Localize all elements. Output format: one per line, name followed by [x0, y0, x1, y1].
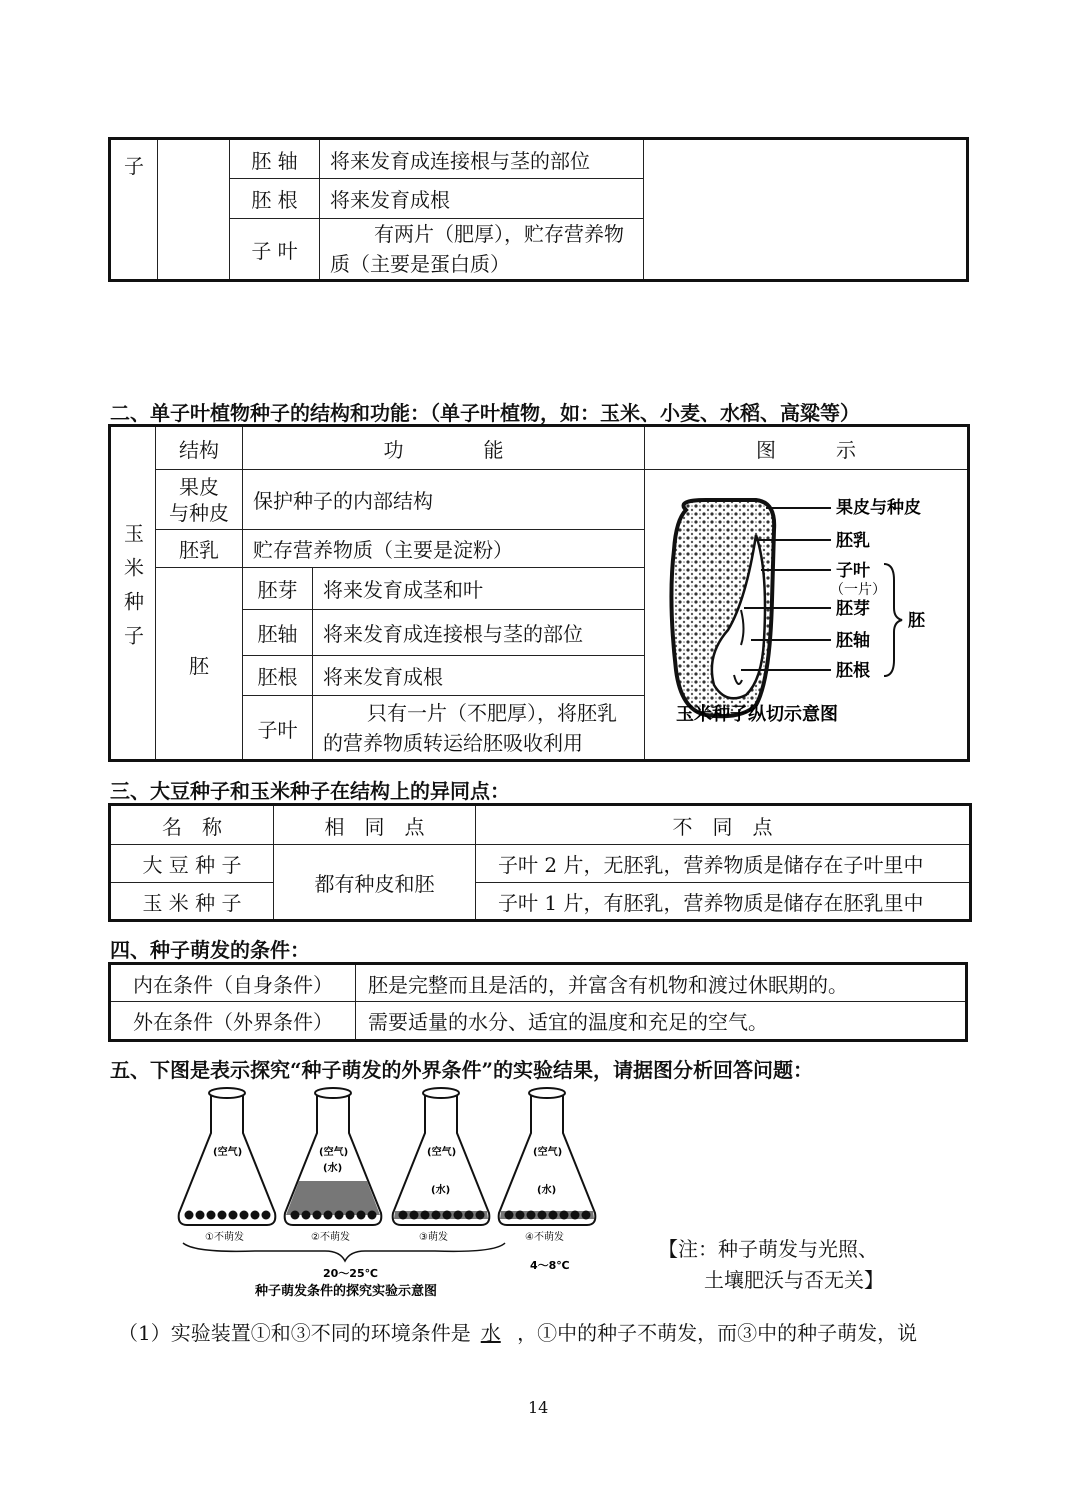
experiment-figure — [175, 1085, 615, 1310]
flask-2 — [285, 1088, 382, 1243]
part-endosperm: 胚乳 — [156, 530, 243, 568]
seed — [313, 1211, 322, 1220]
header-function: 功 能 — [243, 426, 645, 470]
corn-seed-diagram — [646, 480, 966, 750]
flask-caption: ②不萌发 — [311, 1232, 350, 1243]
func-endosperm: 贮存营养物质（主要是淀粉） — [243, 530, 645, 568]
seed-table-continued — [108, 137, 969, 282]
section3-heading: 三、大豆种子和玉米种子在结构上的异同点： — [110, 779, 510, 803]
flask-label-air: (空气) — [533, 1147, 563, 1158]
flask-4 — [499, 1088, 596, 1243]
seed — [346, 1211, 355, 1220]
part-cotyledon: 子叶 — [243, 696, 313, 761]
func-radicle: 将来发育成根 — [313, 656, 645, 696]
flask-label-water: (水) — [431, 1185, 451, 1196]
flask-label-water: (水) — [537, 1185, 557, 1196]
embryo-label: 胚 — [156, 568, 243, 761]
seed — [335, 1211, 344, 1220]
internal-condition-label: 内在条件（自身条件） — [110, 964, 356, 1002]
seed — [410, 1211, 419, 1220]
label-plumule: 胚芽 — [836, 598, 870, 619]
flask-caption: ③萌发 — [419, 1232, 448, 1243]
seed — [432, 1211, 441, 1220]
func-pericarp: 保护种子的内部结构 — [243, 470, 645, 530]
label-one-piece: （一片） — [830, 581, 886, 598]
part-pericarp-2: 与种皮 — [169, 500, 229, 525]
external-condition-text: 需要适量的水分、适宜的温度和充足的空气。 — [356, 1002, 967, 1041]
label-pericarp: 果皮与种皮 — [836, 497, 921, 518]
table0-func-radicle: 将来发育成根 — [320, 179, 644, 219]
seed — [505, 1211, 514, 1220]
table0-part-hypocotyl: 胚 轴 — [230, 139, 320, 179]
cmp-corn: 玉 米 种 子 — [110, 883, 274, 921]
flask-caption: ①不萌发 — [205, 1232, 244, 1243]
part-pericarp-1: 果皮 — [179, 474, 219, 499]
cmp-common: 都有种皮和胚 — [274, 845, 476, 921]
seed — [582, 1211, 591, 1220]
temp-label-2: 4～8℃ — [530, 1259, 570, 1272]
seed — [196, 1211, 205, 1220]
seed — [185, 1211, 194, 1220]
seed — [571, 1211, 580, 1220]
cmp-corn-diff: 子叶 1 片，有胚乳，营养物质是储存在胚乳里中 — [476, 883, 971, 921]
section4-heading: 四、种子萌发的条件： — [110, 938, 310, 962]
seed — [207, 1211, 216, 1220]
table0-func-cotyledon-2: 质（主要是蛋白质） — [330, 252, 510, 276]
flask-1 — [179, 1088, 276, 1243]
cmp-header-diff: 不 同 点 — [476, 805, 971, 845]
func-cotyledon-2: 的营养物质转运给胚吸收利用 — [323, 731, 583, 755]
temp-label-1: 20～25℃ — [323, 1267, 378, 1280]
section5-heading: 五、下图是表示探究“种子萌发的外界条件”的实验结果，请据图分析回答问题： — [110, 1058, 814, 1082]
seed — [262, 1211, 271, 1220]
seed — [357, 1211, 366, 1220]
cmp-soybean: 大 豆 种 子 — [110, 845, 274, 883]
table0-part-cotyledon: 子 叶 — [230, 219, 320, 281]
seed — [324, 1211, 333, 1220]
question-1 — [118, 1317, 917, 1346]
germination-conditions-table — [108, 962, 968, 1042]
seed — [476, 1211, 485, 1220]
table0-side-label: 子 — [110, 139, 158, 281]
note-line-1: 【注：种子萌发与光照、 — [658, 1237, 878, 1261]
seed — [399, 1211, 408, 1220]
seed — [229, 1211, 238, 1220]
embryo-brace — [884, 564, 902, 676]
seed — [527, 1211, 536, 1220]
seed — [218, 1211, 227, 1220]
temp-brace-1 — [183, 1243, 505, 1261]
header-diagram: 图 示 — [645, 426, 969, 470]
seed — [549, 1211, 558, 1220]
table0-func-cotyledon-1: 有两片（肥厚），贮存营养物 — [374, 222, 624, 246]
corn-seed-table — [108, 424, 970, 762]
seed — [516, 1211, 525, 1220]
flask-label-air: (空气) — [319, 1147, 349, 1158]
label-radicle: 胚根 — [836, 660, 870, 681]
seed — [443, 1211, 452, 1220]
external-condition-label: 外在条件（外界条件） — [110, 1002, 356, 1041]
seed — [538, 1211, 547, 1220]
question-1-post: ，①中的种子不萌发，而③中的种子萌发，说 — [517, 1321, 918, 1345]
flask-3 — [393, 1088, 490, 1243]
page-number: 14 — [528, 1398, 549, 1417]
func-hypocotyl: 将来发育成连接根与茎的部位 — [313, 610, 645, 656]
table0-part-radicle: 胚 根 — [230, 179, 320, 219]
flask-label-air: (空气) — [427, 1147, 457, 1158]
part-radicle: 胚根 — [243, 656, 313, 696]
seed — [251, 1211, 260, 1220]
figure-caption: 种子萌发条件的探究实验示意图 — [255, 1284, 438, 1299]
func-cotyledon-1: 只有一片（不肥厚），将胚乳 — [367, 701, 617, 725]
section2-heading: 二、单子叶植物种子的结构和功能：（单子叶植物，如：玉米、小麦、水稻、高粱等） — [110, 401, 860, 425]
label-embryo: 胚 — [908, 610, 925, 631]
cmp-soybean-diff: 子叶 2 片，无胚乳，营养物质是储存在子叶里中 — [476, 845, 971, 883]
seed — [240, 1211, 249, 1220]
seed — [291, 1211, 300, 1220]
question-1-answer: 水 — [480, 1321, 501, 1345]
seed — [368, 1211, 377, 1220]
flask-label-water: (水) — [323, 1163, 343, 1174]
cmp-header-name: 名 称 — [110, 805, 274, 845]
note-line-2: 土壤肥沃与否无关】 — [704, 1268, 884, 1292]
seed — [560, 1211, 569, 1220]
seed — [302, 1211, 311, 1220]
header-structure: 结构 — [156, 426, 243, 470]
label-cotyledon: 子叶 — [836, 560, 870, 581]
label-endosperm: 胚乳 — [836, 530, 870, 551]
part-hypocotyl: 胚轴 — [243, 610, 313, 656]
cmp-header-same: 相 同 点 — [274, 805, 476, 845]
corn-seed-side-label: 玉米种子 — [120, 522, 145, 659]
question-1-pre: （1）实验装置①和③不同的环境条件是 — [118, 1321, 471, 1345]
comparison-table — [108, 803, 972, 922]
label-hypocotyl: 胚轴 — [836, 630, 870, 651]
diagram-caption: 玉米种子纵切示意图 — [676, 703, 838, 725]
seed — [421, 1211, 430, 1220]
part-plumule: 胚芽 — [243, 568, 313, 610]
flask-label-air: (空气) — [213, 1147, 243, 1158]
seed — [465, 1211, 474, 1220]
seed — [454, 1211, 463, 1220]
internal-condition-text: 胚是完整而且是活的，并富含有机物和渡过休眠期的。 — [356, 964, 967, 1002]
table0-func-hypocotyl: 将来发育成连接根与茎的部位 — [320, 139, 644, 179]
flask-caption: ④不萌发 — [525, 1232, 564, 1243]
func-plumule: 将来发育成茎和叶 — [313, 568, 645, 610]
note-box — [658, 1234, 884, 1296]
